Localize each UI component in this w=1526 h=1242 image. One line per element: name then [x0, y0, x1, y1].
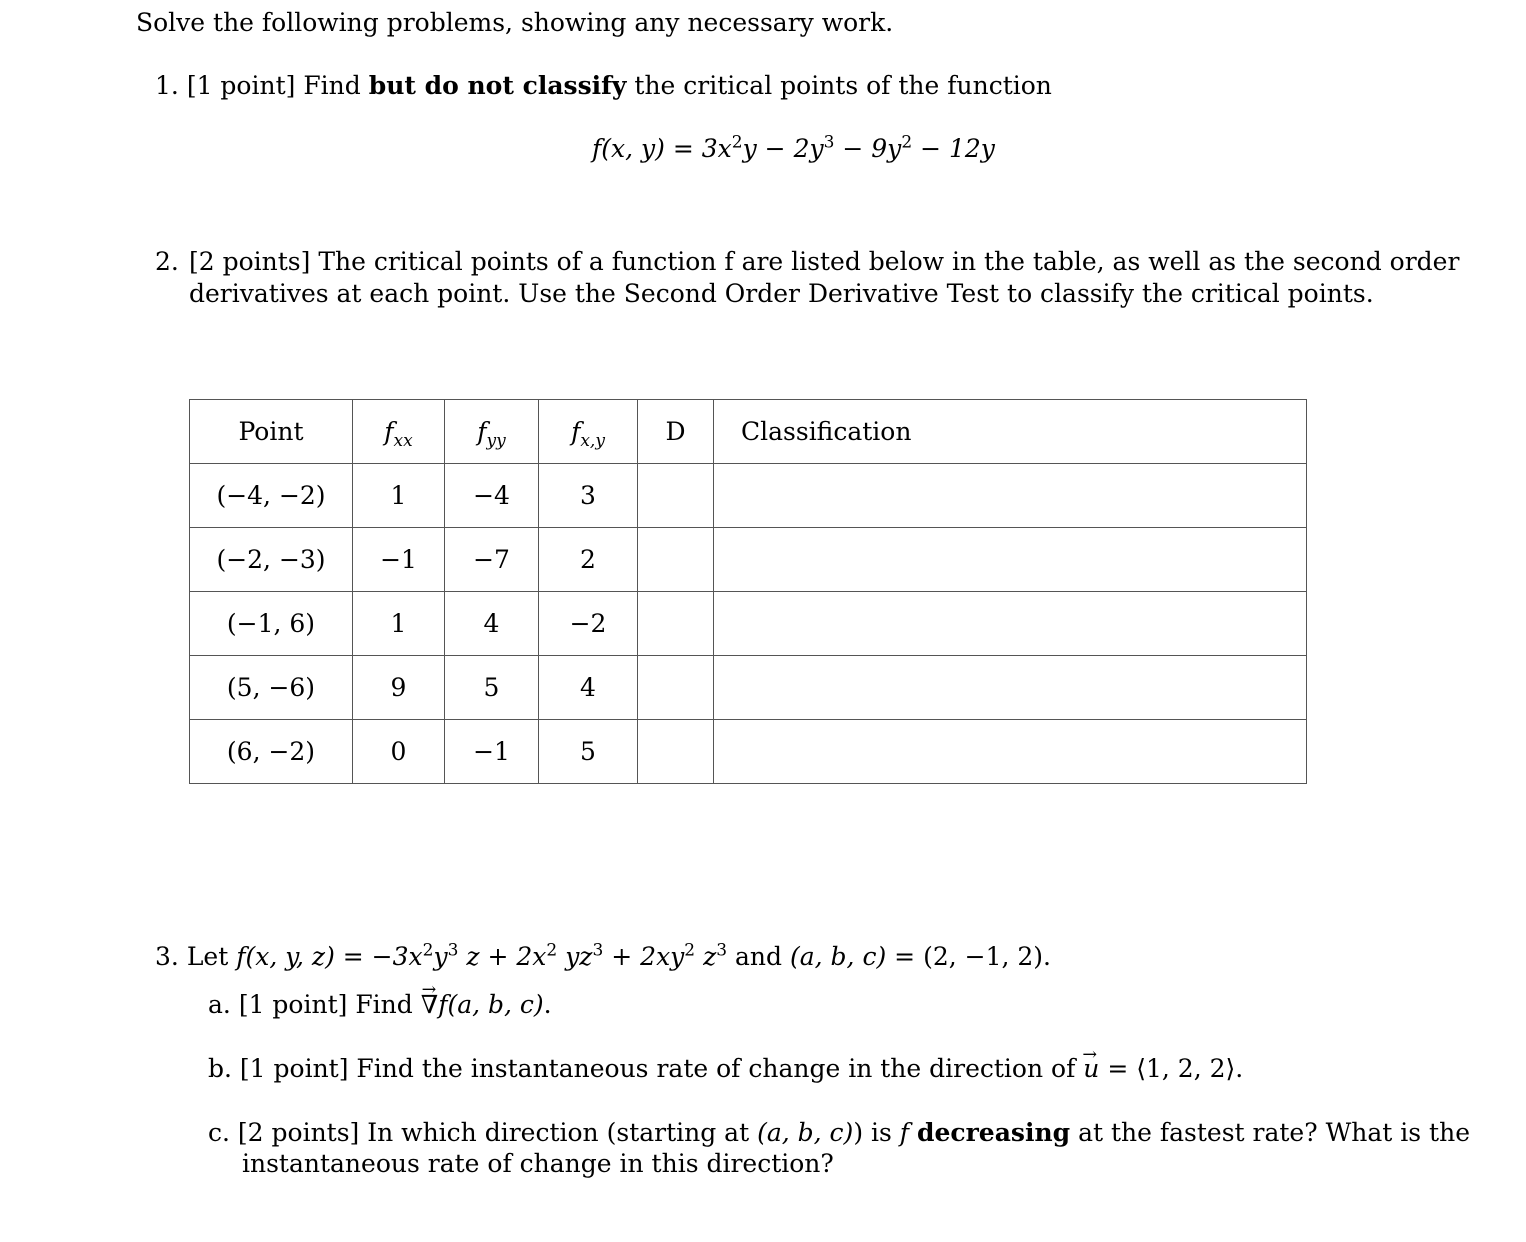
problem-2-line-2: derivatives at each point. Use the Second Order Derivative Test to classify the critical points. — [189, 279, 1374, 308]
cell-classification[interactable] — [714, 720, 1307, 784]
second-derivative-table — [189, 399, 1307, 784]
problem-3-part-b: b. [1 point] Find the instantaneous rate of change in the direction of → u = ⟨1, 2, 2⟩. — [208, 1054, 1243, 1084]
cell-d[interactable] — [638, 464, 714, 528]
cell-fxx: 1 — [353, 592, 445, 656]
problem-1-text-a: Find — [303, 71, 361, 100]
header-fxy: $f_{x,y}$ — [539, 400, 638, 464]
problem-1-equation — [592, 134, 995, 164]
cell-fxx: 0 — [353, 720, 445, 784]
problem-1 — [155, 71, 1052, 101]
header-classification: Classification — [714, 400, 1307, 464]
cell-point: (−1, 6) — [190, 592, 353, 656]
cell-classification[interactable] — [714, 656, 1307, 720]
table-header-row — [190, 400, 1307, 464]
problem-3-part-c-line-1: c. [2 points] In which direction (starting at (a, b, c)) is f decreasing at the fastest rate? What is the — [208, 1118, 1470, 1147]
cell-fxx: −1 — [353, 528, 445, 592]
direction-vector-u: → u — [1083, 1054, 1099, 1084]
cell-d[interactable] — [638, 592, 714, 656]
header-fxx: $f_{xx}$ — [353, 400, 445, 464]
cell-fxy: 2 — [539, 528, 638, 592]
eq-t2-op: − — [842, 134, 864, 163]
cell-fxx: 9 — [353, 656, 445, 720]
table-row — [190, 528, 1307, 592]
part-c-label: c. — [208, 1118, 230, 1147]
problem-1-points: [1 point] — [186, 71, 296, 100]
header-fyy: $f_{yy}$ — [445, 400, 539, 464]
problem-3-part-a: a. [1 point] Find → ∇f(a, b, c). — [208, 990, 552, 1020]
cell-fxx: 1 — [353, 464, 445, 528]
part-b-points: [1 point] — [239, 1054, 349, 1083]
header-d: D — [638, 400, 714, 464]
problem-2-line-1: [2 points] The critical points of a function f are listed below in the table, as well as the second order — [189, 247, 1460, 276]
part-b-label: b. — [208, 1054, 232, 1083]
eq-lhs: f(x, y) = — [592, 134, 694, 163]
cell-point: (−4, −2) — [190, 464, 353, 528]
eq-t3-base: 9y — [871, 134, 902, 163]
cell-fxy: 3 — [539, 464, 638, 528]
part-c-points: [2 points] — [237, 1118, 360, 1147]
cell-point: (6, −2) — [190, 720, 353, 784]
table-row — [190, 592, 1307, 656]
cell-fyy: −1 — [445, 720, 539, 784]
cell-fyy: −7 — [445, 528, 539, 592]
eq-t1-tail: y − — [742, 134, 786, 163]
table-row — [190, 464, 1307, 528]
problem-1-text-b: the critical points of the function — [634, 71, 1052, 100]
cell-point: (−2, −3) — [190, 528, 353, 592]
table-row — [190, 656, 1307, 720]
cell-d[interactable] — [638, 528, 714, 592]
eq-t3-tail: − 12y — [920, 134, 995, 163]
cell-classification[interactable] — [714, 464, 1307, 528]
eq-t1-exp: 2 — [731, 132, 743, 153]
eq-t2-exp: 3 — [823, 132, 835, 153]
problem-2-number: 2. — [155, 247, 179, 276]
instructions-text: Solve the following problems, showing any necessary work. — [136, 8, 894, 37]
part-a-points: [1 point] — [238, 990, 348, 1019]
problem-3-number: 3. — [155, 942, 179, 971]
table-row — [190, 720, 1307, 784]
cell-fxy: −2 — [539, 592, 638, 656]
problem-1-number: 1. — [155, 71, 179, 100]
eq-t1-coef: 3x — [701, 134, 732, 163]
header-point: Point — [190, 400, 353, 464]
cell-classification[interactable] — [714, 528, 1307, 592]
cell-fxy: 4 — [539, 656, 638, 720]
cell-d[interactable] — [638, 656, 714, 720]
eq-t3-exp: 2 — [901, 132, 913, 153]
cell-fyy: 5 — [445, 656, 539, 720]
cell-d[interactable] — [638, 720, 714, 784]
cell-fxy: 5 — [539, 720, 638, 784]
part-c-bold: decreasing — [917, 1118, 1071, 1147]
problem-3-intro: 3. Let f(x, y, $z) = -3x^2y^3$ $z + 2x^2$ $yz^3 + 2xy^2$ $z^3$ and (a, b, c) = (2, −1, 2). — [155, 940, 1051, 971]
part-a-label: a. — [208, 990, 231, 1019]
cell-fyy: −4 — [445, 464, 539, 528]
problem-1-bold: but do not classify — [368, 71, 627, 100]
eq-t2-base: 2y — [793, 134, 824, 163]
gradient-symbol: → ∇ — [421, 990, 438, 1020]
cell-point: (5, −6) — [190, 656, 353, 720]
problem-3-part-c-line-2: instantaneous rate of change in this direction? — [242, 1149, 834, 1178]
cell-classification[interactable] — [714, 592, 1307, 656]
cell-fyy: 4 — [445, 592, 539, 656]
